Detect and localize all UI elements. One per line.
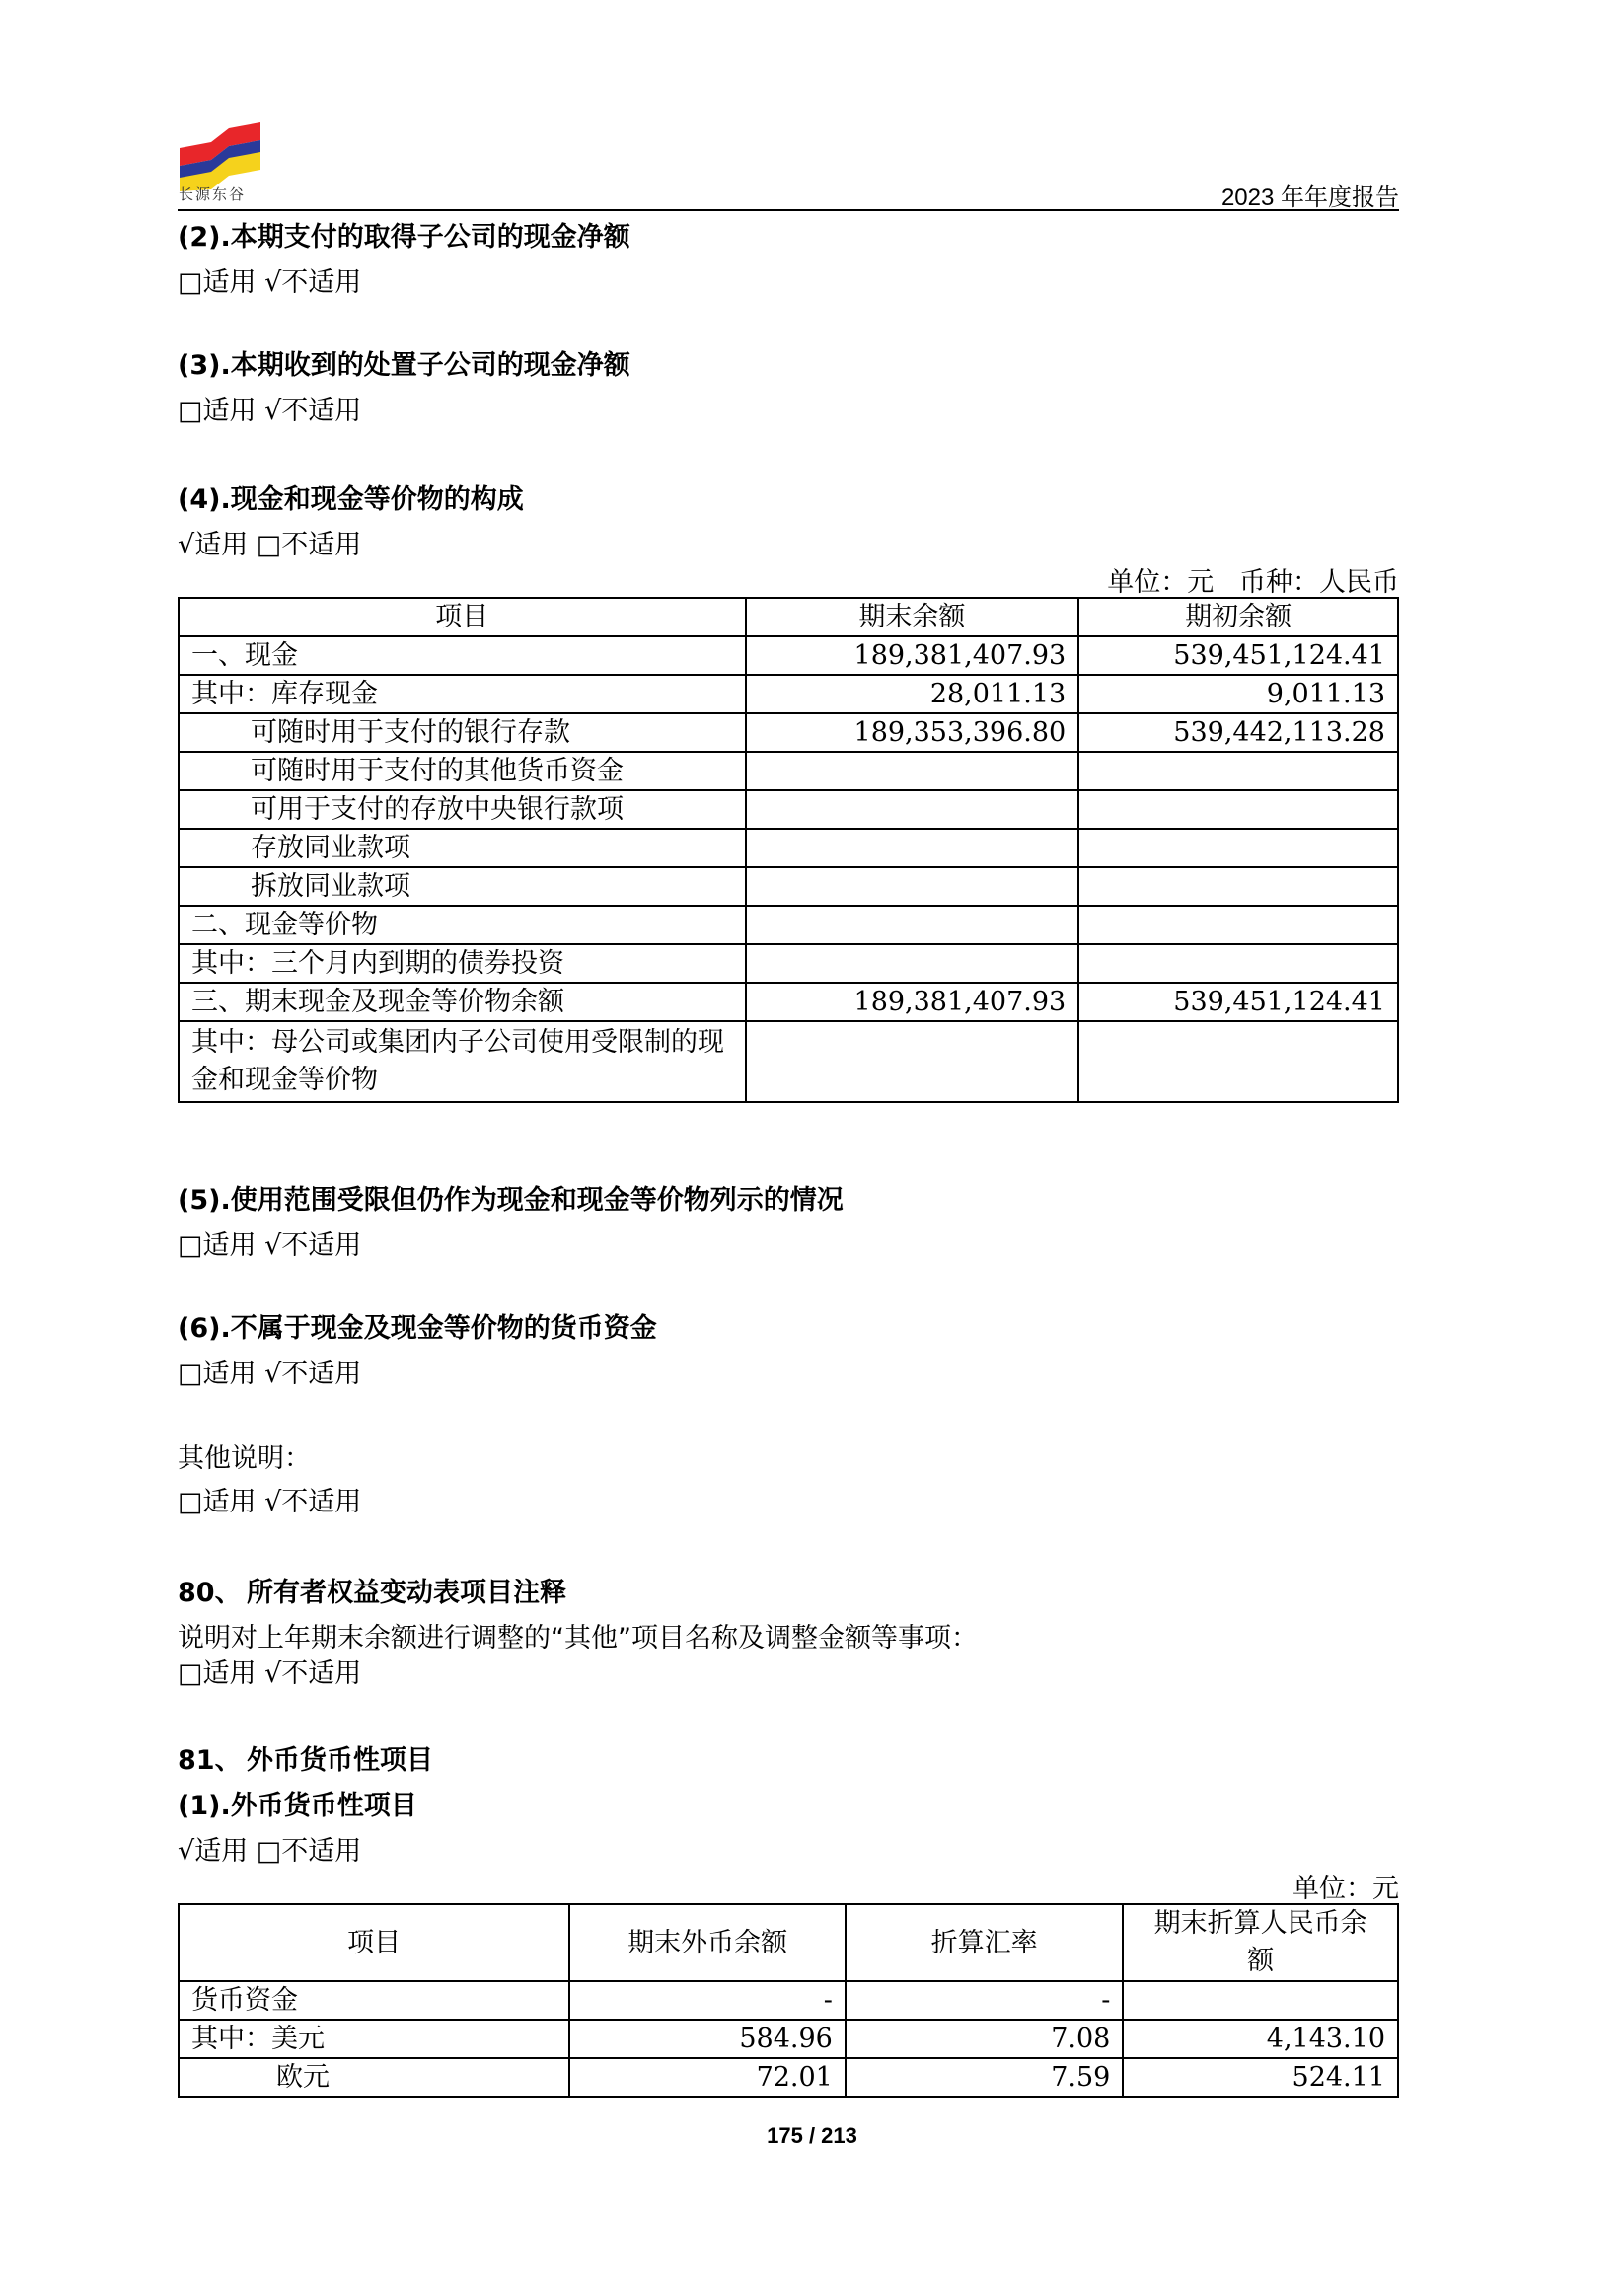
row-foreign-value: -: [569, 1981, 846, 2020]
other-notes-option: □适用 √不适用: [178, 1487, 362, 1517]
row-begin-value: [1078, 1021, 1398, 1102]
header-begin-balance: 期初余额: [1078, 598, 1398, 636]
table-row: [179, 829, 1398, 867]
row-label: 其中：母公司或集团内子公司使用受限制的现金和现金等价物: [179, 1021, 746, 1102]
row-label: 可随时用于支付的其他货币资金: [179, 752, 746, 790]
table-row: [179, 2020, 1398, 2058]
section-4-option: √适用 □不适用: [178, 530, 362, 560]
row-end-value: 28,011.13: [746, 675, 1079, 713]
row-label: 一、现金: [179, 636, 746, 675]
row-label: 货币资金: [179, 1981, 569, 2020]
table-row: [179, 752, 1398, 790]
table-row: [179, 636, 1398, 675]
section-80-description: 说明对上年期末余额进行调整的“其他”项目名称及调整金额等事项：: [178, 1623, 978, 1654]
foreign-currency-table: [178, 1903, 1399, 2098]
header-divider: [178, 209, 1399, 211]
table-row: [179, 2058, 1398, 2097]
header-end-balance: 期末余额: [746, 598, 1079, 636]
section-80-title: 所有者权益变动表项目注释: [247, 1578, 566, 1608]
row-rate-value: 7.59: [846, 2058, 1123, 2097]
row-begin-value: [1078, 867, 1398, 906]
header-exchange-rate: 折算汇率: [846, 1904, 1123, 1981]
row-rate-value: 7.08: [846, 2020, 1123, 2058]
row-begin-value: [1078, 829, 1398, 867]
section-6-option: □适用 √不适用: [178, 1359, 362, 1389]
row-rmb-value: 524.11: [1123, 2058, 1398, 2097]
section-81-number: 81、: [178, 1745, 242, 1776]
row-end-value: 189,353,396.80: [746, 713, 1079, 752]
row-end-value: [746, 867, 1079, 906]
table-row: [179, 675, 1398, 713]
row-end-value: [746, 752, 1079, 790]
cash-equivalents-table: [178, 597, 1399, 1103]
section-3-option: □适用 √不适用: [178, 396, 362, 426]
row-end-value: [746, 1021, 1079, 1102]
row-end-value: 189,381,407.93: [746, 983, 1079, 1021]
section-80-option: □适用 √不适用: [178, 1658, 362, 1689]
section-2-title: (2).本期支付的取得子公司的现金净额: [178, 222, 630, 253]
table-row: [179, 713, 1398, 752]
table-row: [179, 790, 1398, 829]
section-81-unit: 单位：元: [1292, 1874, 1399, 1904]
section-5-option: □适用 √不适用: [178, 1230, 362, 1261]
header-rmb-balance: 期末折算人民币余额: [1123, 1904, 1398, 1981]
section-80-number: 80、: [178, 1578, 242, 1608]
row-foreign-value: 72.01: [569, 2058, 846, 2097]
table-row: [179, 983, 1398, 1021]
table-header-row: [179, 1904, 1398, 1981]
row-begin-value: [1078, 906, 1398, 944]
header-item: 项目: [179, 1904, 569, 1981]
row-label: 二、现金等价物: [179, 906, 746, 944]
row-end-value: [746, 829, 1079, 867]
row-begin-value: 9,011.13: [1078, 675, 1398, 713]
row-label: 拆放同业款项: [179, 867, 746, 906]
row-begin-value: [1078, 944, 1398, 983]
row-end-value: 189,381,407.93: [746, 636, 1079, 675]
row-label: 其中：库存现金: [179, 675, 746, 713]
row-rmb-value: 4,143.10: [1123, 2020, 1398, 2058]
row-label: 三、期末现金及现金等价物余额: [179, 983, 746, 1021]
row-begin-value: 539,451,124.41: [1078, 636, 1398, 675]
section-4-title: (4).现金和现金等价物的构成: [178, 484, 524, 515]
row-rate-value: -: [846, 1981, 1123, 2020]
header-foreign-balance: 期末外币余额: [569, 1904, 846, 1981]
section-3-title: (3).本期收到的处置子公司的现金净额: [178, 350, 630, 381]
row-label: 其中：美元: [179, 2020, 569, 2058]
table-row: [179, 944, 1398, 983]
logo-text: 长源东谷: [179, 185, 247, 203]
row-begin-value: 539,442,113.28: [1078, 713, 1398, 752]
row-end-value: [746, 944, 1079, 983]
table-row: [179, 1981, 1398, 2020]
section-5-title: (5).使用范围受限但仍作为现金和现金等价物列示的情况: [178, 1185, 844, 1216]
table-row: [179, 906, 1398, 944]
section-81-title: 外币货币性项目: [247, 1745, 433, 1776]
table-header-row: [179, 598, 1398, 636]
row-begin-value: [1078, 790, 1398, 829]
row-begin-value: [1078, 752, 1398, 790]
table-row: [179, 1021, 1398, 1102]
section-4-unit: 单位：元 币种：人民币: [1107, 567, 1399, 598]
page-number: 175 / 213: [767, 2123, 857, 2148]
row-label: 其中：三个月内到期的债券投资: [179, 944, 746, 983]
row-label: 欧元: [179, 2058, 569, 2097]
row-foreign-value: 584.96: [569, 2020, 846, 2058]
table-row: [179, 867, 1398, 906]
section-81-option: √适用 □不适用: [178, 1836, 362, 1867]
row-end-value: [746, 790, 1079, 829]
section-81-1-title: (1).外币货币性项目: [178, 1791, 417, 1821]
row-label: 可随时用于支付的银行存款: [179, 713, 746, 752]
header-item: 项目: [179, 598, 746, 636]
report-title: 2023 年年度报告: [1220, 184, 1399, 211]
section-2-option: □适用 √不适用: [178, 267, 362, 298]
row-label: 存放同业款项: [179, 829, 746, 867]
row-label: 可用于支付的存放中央银行款项: [179, 790, 746, 829]
other-notes-title: 其他说明：: [178, 1443, 311, 1474]
section-6-title: (6).不属于现金及现金等价物的货币资金: [178, 1313, 657, 1344]
row-rmb-value: [1123, 1981, 1398, 2020]
row-begin-value: 539,451,124.41: [1078, 983, 1398, 1021]
row-end-value: [746, 906, 1079, 944]
